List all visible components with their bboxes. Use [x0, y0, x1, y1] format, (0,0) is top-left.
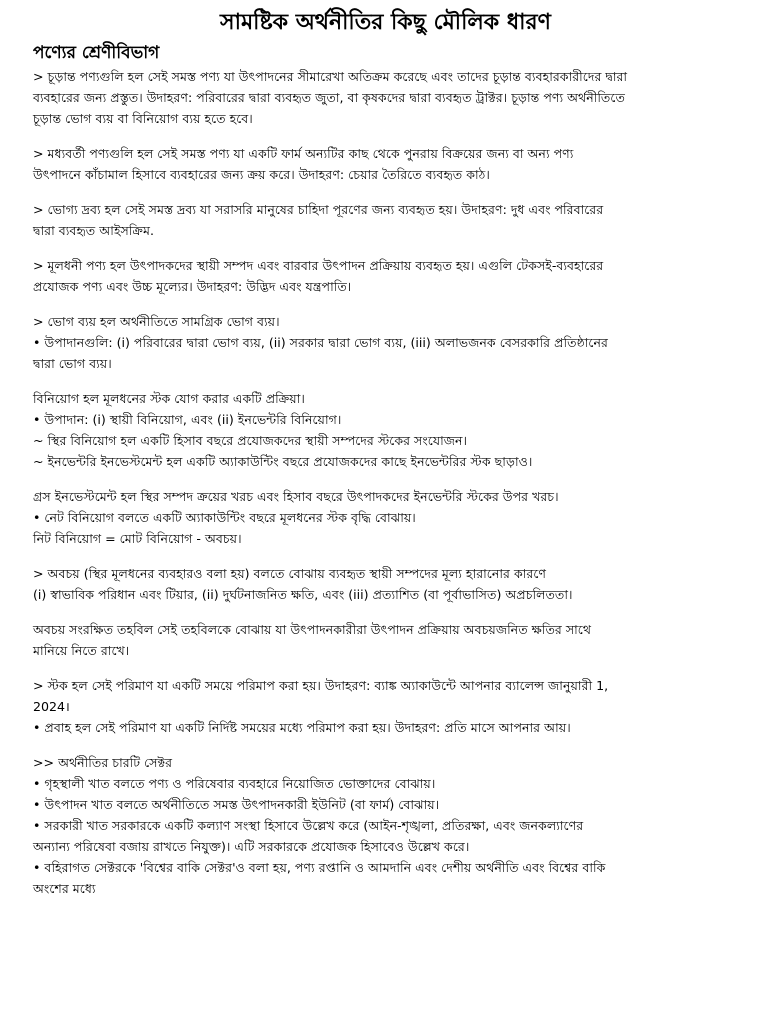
text-line: • উপাদানগুলি: (i) পরিবারের দ্বারা ভোগ ব্যয়, (ii) সরকার দ্বারা ভোগ ব্যয়, (iii) অলাভজনক বেসরকারি প্রতিষ্ঠানের — [33, 335, 608, 350]
paragraph — [33, 388, 738, 472]
section-heading: পণ্যের শ্রেণীবিভাগ — [33, 43, 160, 63]
text-line: মানিয়ে নিতে রাখে। — [33, 643, 130, 658]
paragraph — [33, 752, 738, 899]
paragraph — [33, 486, 738, 549]
text-line: (i) স্বাভাবিক পরিধান এবং টিয়ার, (ii) দুর্ঘটনাজনিত ক্ষতি, এবং (iii) প্রত্যাশিত (বা পূর্বাভাসিত) অপ্রচলিততা। — [33, 587, 573, 602]
text-line: প্রযোজক পণ্য এবং উচ্চ মূল্যের। উদাহরণ: উদ্ভিদ এবং যন্ত্রপাতি। — [33, 279, 352, 294]
text-line: • প্রবাহ হল সেই পরিমাণ যা একটি নির্দিষ্ট সময়ের মধ্যে পরিমাপ করা হয়। উদাহরণ: প্রতি মাসে আপনার আয়। — [33, 720, 571, 735]
text-line: ~ ইনভেন্টরি ইনভেস্টমেন্ট হল একটি অ্যাকাউন্টিং বছরে প্রযোজকদের কাছে ইনভেন্টরির স্টক ছাড়াও। — [33, 454, 533, 469]
text-line: অংশের মধ্যে — [33, 881, 96, 896]
text-line: • নেট বিনিয়োগ বলতে একটি অ্যাকাউন্টিং বছরে মূলধনের স্টক বৃদ্ধি বোঝায়। — [33, 510, 416, 525]
paragraph — [33, 563, 738, 605]
text-line: > মধ্যবর্তী পণ্যগুলি হল সেই সমস্ত পণ্য যা একটি ফার্ম অন্যটির কাছ থেকে পুনরায় বিক্রয়ের জন্য বা অন্য পণ্য — [33, 146, 574, 161]
text-line: • উৎপাদন খাত বলতে অর্থনীতিতে সমস্ত উৎপাদনকারী ইউনিট (বা ফার্ম) বোঝায়। — [33, 797, 440, 812]
text-line: দ্বারা ব্যবহৃত আইসক্রিম. — [33, 223, 154, 238]
paragraph — [33, 199, 738, 241]
paragraph — [33, 66, 738, 129]
text-line: বিনিয়োগ হল মূলধনের স্টক যোগ করার একটি প্রক্রিয়া। — [33, 391, 305, 406]
paragraph — [33, 675, 738, 738]
text-line: > ভোগ ব্যয় হল অর্থনীতিতে সামগ্রিক ভোগ ব্যয়। — [33, 314, 280, 329]
text-line: • উপাদান: (i) স্থায়ী বিনিয়োগ, এবং (ii) ইনভেন্টরি বিনিয়োগ। — [33, 412, 342, 427]
text-line: চূড়ান্ত ভোগ ব্যয় বা বিনিয়োগ ব্যয় হতে হবে। — [33, 111, 253, 126]
text-line: > অবচয় (স্থির মূলধনের ব্যবহারও বলা হয়) বলতে বোঝায় ব্যবহৃত স্থায়ী সম্পদের মূল্য হারানোর কারণে — [33, 566, 547, 581]
document-body — [33, 66, 738, 899]
text-line: ~ স্থির বিনিয়োগ হল একটি হিসাব বছরে প্রযোজকদের স্থায়ী সম্পদের স্টকের সংযোজন। — [33, 433, 468, 448]
text-line: উৎপাদনে কাঁচামাল হিসাবে ব্যবহারের জন্য ক্রয় করে। উদাহরণ: চেয়ার তৈরিতে ব্যবহৃত কাঠ। — [33, 167, 490, 182]
text-line: • গৃহস্থালী খাত বলতে পণ্য ও পরিষেবার ব্যবহারে নিয়োজিত ভোক্তাদের বোঝায়। — [33, 776, 436, 791]
text-line: গ্রস ইনভেস্টমেন্ট হল স্থির সম্পদ ক্রয়ের খরচ এবং হিসাব বছরে উৎপাদকদের ইনভেন্টরি স্টকের উপর খরচ। — [33, 489, 559, 504]
paragraph — [33, 255, 738, 297]
page-title: সামষ্টিক অর্থনীতির কিছু মৌলিক ধারণ — [220, 10, 551, 35]
text-line: > ভোগ্য দ্রব্য হল সেই সমস্ত দ্রব্য যা সরাসরি মানুষের চাহিদা পূরণের জন্য ব্যবহৃত হয়। উদাহরণ: দুধ এবং পরিবারের — [33, 202, 604, 217]
text-line: > চূড়ান্ত পণ্যগুলি হল সেই সমস্ত পণ্য যা উৎপাদনের সীমারেখা অতিক্রম করেছে এবং তাদের চূড়ান্ত ব্যবহারকারীদের দ্বারা — [33, 69, 628, 84]
text-line: > স্টক হল সেই পরিমাণ যা একটি সময়ে পরিমাপ করা হয়। উদাহরণ: ব্যাঙ্ক অ্যাকাউন্টে আপনার ব্যালেন্স জানুয়ারী 1, — [33, 678, 609, 693]
text-line: নিট বিনিয়োগ = মোট বিনিয়োগ - অবচয়। — [33, 531, 242, 546]
text-line: • সরকারী খাত সরকারকে একটি কল্যাণ সংস্থা হিসাবে উল্লেখ করে (আইন-শৃঙ্খলা, প্রতিরক্ষা, এবং জনকল্যাণের — [33, 818, 584, 833]
paragraph — [33, 311, 738, 374]
text-line: >> অর্থনীতির চারটি সেক্টর — [33, 755, 173, 770]
paragraph — [33, 143, 738, 185]
text-line: 2024। — [33, 699, 70, 714]
text-line: • বহিরাগত সেক্টরকে 'বিশ্বের বাকি সেক্টর'ও বলা হয়, পণ্য রপ্তানি ও আমদানি এবং দেশীয় অর্থনীতি এবং বিশ্বের বাকি — [33, 860, 606, 875]
paragraph — [33, 619, 738, 661]
text-line: অন্যান্য পরিষেবা বজায় রাখতে নিযুক্ত)। এটি সরকারকে প্রযোজক হিসাবেও উল্লেখ করে। — [33, 839, 470, 854]
text-line: দ্বারা ভোগ ব্যয়। — [33, 356, 112, 371]
text-line: ব্যবহারের জন্য প্রস্তুত। উদাহরণ: পরিবারের দ্বারা ব্যবহৃত জুতা, বা কৃষকদের দ্বারা ব্যবহৃত ট্রাক্টর। চূড়ান্ত পণ্য অর্থনীতিতে — [33, 90, 625, 105]
text-line: অবচয় সংরক্ষিত তহবিল সেই তহবিলকে বোঝায় যা উৎপাদনকারীরা উৎপাদন প্রক্রিয়ায় অবচয়জনিত ক্ষতির সাথে — [33, 622, 592, 637]
text-line: > মূলধনী পণ্য হল উৎপাদকদের স্থায়ী সম্পদ এবং বারবার উৎপাদন প্রক্রিয়ায় ব্যবহৃত হয়। এগুলি টেকসই-ব্যবহারের — [33, 258, 604, 273]
